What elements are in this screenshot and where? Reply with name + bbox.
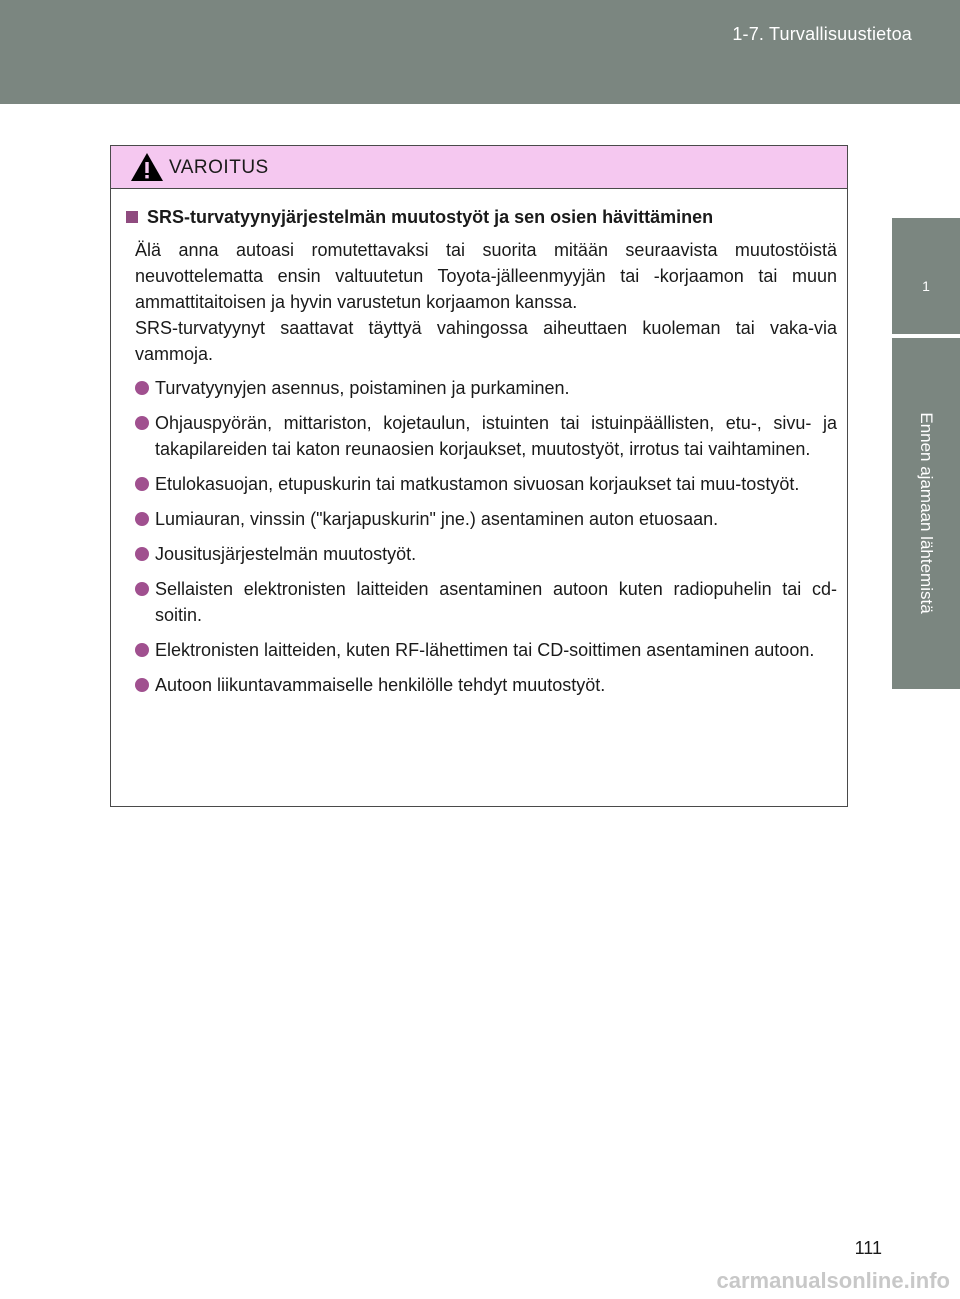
warning-body — [111, 189, 847, 698]
chapter-title: Ennen ajamaan lähtemistä — [917, 412, 936, 614]
list-item-text: Autoon liikuntavammaiselle henkilölle tehdyt muutostyöt. — [155, 675, 606, 695]
square-bullet-icon — [126, 211, 138, 223]
list-item — [135, 672, 837, 698]
page-number: 111 — [854, 1238, 882, 1258]
list-item-text: Etulokasuojan, etupuskurin tai matkustamon sivuosan korjaukset tai muu-tostyöt. — [155, 474, 800, 494]
list-item — [135, 471, 837, 497]
bullet-dot-icon — [135, 582, 149, 596]
list-item — [135, 375, 837, 401]
list-item-text: Sellaisten elektronisten laitteiden asentaminen autoon kuten radiopuhelin tai cd-soitin. — [155, 579, 837, 625]
warning-paragraph: Älä anna autoasi romutettavaksi tai suorita mitään seuraavista muutostöistä neuvottelematta ensin valtuutetun Toyota-jälleenmyyjän tai -korjaamon tai muun ammattitaitoisen ja hyvin varustetun korjaamon kanssa. — [135, 240, 837, 312]
warning-header — [111, 146, 847, 189]
bullet-dot-icon — [135, 416, 149, 430]
watermark[interactable]: carmanualsonline.info — [716, 1268, 950, 1293]
warning-heading — [126, 205, 837, 229]
bullet-dot-icon — [135, 678, 149, 692]
list-item-text: Ohjauspyörän, mittariston, kojetaulun, istuinten tai istuinpäällisten, etu-, sivu- ja takapilareiden tai katon reunaosien korjaukset, muutostyöt, irrotus tai vaihtaminen. — [155, 413, 837, 459]
warning-heading-text: SRS-turvatyynyjärjestelmän muutostyöt ja sen osien hävittäminen — [147, 207, 714, 227]
list-item — [135, 541, 837, 567]
bullet-dot-icon — [135, 381, 149, 395]
chapter-strip — [892, 338, 960, 689]
section-title: 1-7. Turvallisuustietoa — [732, 24, 912, 44]
list-item-text: Elektronisten laitteiden, kuten RF-lähettimen tai CD-soittimen asentaminen autoon. — [155, 640, 815, 660]
list-item-text: Turvatyynyjen asennus, poistaminen ja purkaminen. — [155, 378, 570, 398]
bullet-dot-icon — [135, 547, 149, 561]
bullet-list — [126, 375, 837, 698]
list-item-text: Lumiauran, vinssin ("karjapuskurin" jne.) asentaminen auton etuosaan. — [155, 509, 719, 529]
bullet-dot-icon — [135, 512, 149, 526]
list-item-text: Jousitusjärjestelmän muutostyöt. — [155, 544, 417, 564]
list-item — [135, 506, 837, 532]
warning-triangle-icon — [130, 152, 164, 182]
list-item — [135, 637, 837, 663]
top-header-bar — [0, 0, 960, 104]
warning-paragraph: SRS-turvatyynyt saattavat täyttyä vahingossa aiheuttaen kuoleman tai vaka-via vammoja. — [135, 318, 837, 364]
bullet-dot-icon — [135, 477, 149, 491]
bullet-dot-icon — [135, 643, 149, 657]
list-item — [135, 410, 837, 462]
warning-box — [110, 145, 848, 807]
warning-title: VAROITUS — [169, 157, 269, 178]
chapter-tab — [892, 218, 960, 334]
chapter-number: 1 — [922, 278, 930, 294]
list-item — [135, 576, 837, 628]
